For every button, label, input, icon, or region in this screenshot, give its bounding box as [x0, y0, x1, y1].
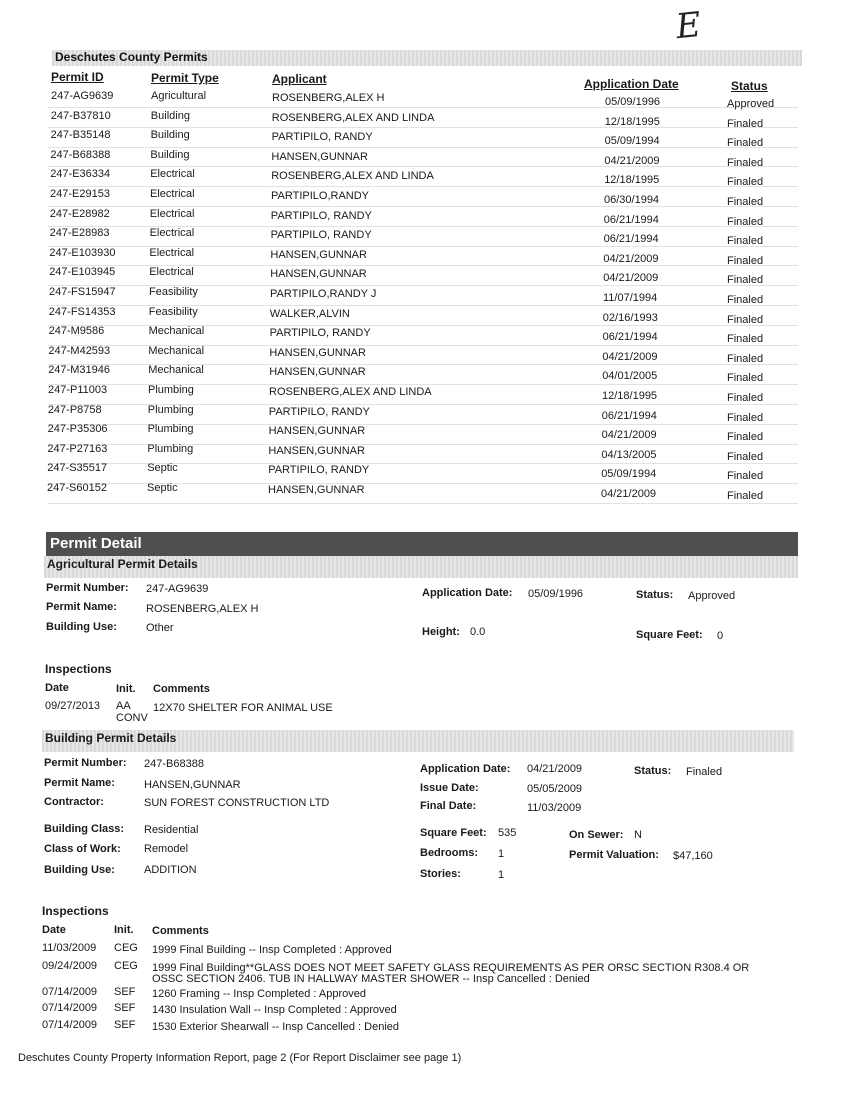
application-date-cell: 04/01/2005 — [602, 370, 658, 383]
table-row — [48, 344, 798, 365]
bld-permit-number-label: Permit Number: — [44, 757, 127, 769]
permit-id-cell: 247-M9586 — [48, 325, 105, 338]
status-cell: Finaled — [727, 411, 764, 424]
ag-permit-name-label: Permit Name: — [46, 601, 117, 613]
table-row — [48, 364, 798, 385]
inspection-init: CEG — [114, 960, 138, 972]
ag-building-use: Other — [146, 622, 174, 634]
page-footer: Deschutes County Property Information Report, page 2 (For Report Disclaimer see page 1) — [18, 1052, 462, 1064]
table-row — [48, 186, 798, 207]
table-row — [48, 305, 798, 326]
bld-building-class: Residential — [144, 824, 199, 836]
bld-contractor-label: Contractor: — [44, 796, 104, 808]
application-date-cell: 04/21/2009 — [601, 488, 657, 500]
ag-insp-comment: 12X70 SHELTER FOR ANIMAL USE — [153, 702, 333, 714]
inspection-date: 07/14/2009 — [42, 1019, 98, 1031]
permit-type-cell: Feasibility — [148, 305, 198, 318]
applicant-cell: PARTIPILO, RANDY — [271, 131, 373, 144]
permit-type-cell: Mechanical — [148, 325, 205, 338]
applicant-cell: HANSEN,GUNNAR — [269, 366, 366, 379]
permit-id-cell: 247-S60152 — [47, 482, 107, 494]
ag-status: Approved — [688, 590, 736, 602]
bld-on-sewer: N — [634, 829, 642, 841]
inspection-comment: 1260 Framing -- Insp Completed : Approved — [152, 988, 367, 1000]
bld-insp-col-date: Date — [42, 924, 66, 936]
inspection-comment: 1999 Final Building -- Insp Completed : Approved — [152, 944, 392, 956]
status-cell: Finaled — [727, 176, 764, 189]
permit-type-cell: Electrical — [149, 207, 195, 220]
status-cell: Finaled — [727, 294, 764, 306]
permit-id-cell: 247-P27163 — [47, 442, 108, 455]
status-cell: Finaled — [727, 352, 764, 365]
permit-id-cell: 247-E28982 — [49, 207, 110, 220]
bld-permit-valuation-label: Permit Valuation: — [569, 849, 659, 861]
permit-id-cell: 247-S35517 — [47, 462, 108, 475]
table-row — [48, 245, 798, 266]
table-row — [48, 226, 798, 247]
ag-application-date: 05/09/1996 — [528, 588, 584, 600]
bld-permit-valuation: $47,160 — [673, 850, 713, 862]
application-date-cell: 12/18/1995 — [604, 174, 660, 187]
permit-type-cell: Building — [150, 148, 190, 161]
applicant-cell: PARTIPILO,RANDY — [271, 190, 370, 202]
permit-type-cell: Building — [150, 129, 190, 142]
permit-type-cell: Feasibility — [149, 286, 198, 298]
inspection-init: SEF — [114, 1002, 136, 1014]
bld-final-date-label: Final Date: — [420, 800, 477, 812]
permit-type-cell: Plumbing — [147, 442, 194, 455]
status-cell: Finaled — [727, 313, 764, 326]
ag-permit-name: ROSENBERG,ALEX H — [146, 603, 259, 615]
status-cell: Finaled — [727, 372, 764, 385]
permit-type-cell: Septic — [147, 462, 178, 475]
application-date-cell: 06/21/1994 — [603, 213, 659, 226]
status-cell: Finaled — [727, 470, 764, 483]
permit-id-cell: 247-E36334 — [50, 168, 111, 181]
column-header-status: Status — [731, 79, 768, 93]
bld-final-date: 11/03/2009 — [527, 802, 582, 814]
table-row — [48, 325, 798, 346]
bld-square-feet: 535 — [498, 827, 517, 839]
bld-status: Finaled — [686, 766, 723, 778]
bld-insp-col-init: Init. — [114, 924, 134, 936]
bld-class-of-work-label: Class of Work: — [44, 843, 121, 855]
ag-insp-col-init: Init. — [116, 683, 136, 695]
status-cell: Finaled — [727, 450, 764, 463]
ag-insp-col-date: Date — [45, 682, 69, 694]
ag-square-feet: 0 — [717, 630, 724, 642]
bld-permit-name: HANSEN,GUNNAR — [144, 779, 241, 791]
inspection-date: 09/24/2009 — [42, 960, 98, 972]
bld-application-date: 04/21/2009 — [527, 763, 583, 775]
table-row — [48, 285, 798, 306]
ag-insp-col-comments: Comments — [153, 683, 210, 695]
application-date-cell: 04/21/2009 — [604, 154, 660, 167]
bld-stories: 1 — [498, 869, 505, 881]
application-date-cell: 04/21/2009 — [602, 350, 658, 363]
ag-height: 0.0 — [470, 626, 486, 638]
applicant-cell: HANSEN,GUNNAR — [268, 444, 365, 457]
application-date-cell: 06/21/1994 — [603, 233, 659, 246]
handwritten-mark: E — [673, 4, 703, 48]
permit-id-cell: 247-B68388 — [50, 148, 111, 161]
table-row — [48, 384, 798, 405]
applicant-cell: ROSENBERG,ALEX AND LINDA — [271, 170, 434, 183]
application-date-cell: 12/18/1995 — [602, 390, 658, 402]
permit-type-cell: Agricultural — [151, 90, 207, 102]
ag-insp-date: 09/27/2013 — [45, 700, 101, 712]
applicant-cell: HANSEN,GUNNAR — [268, 484, 365, 496]
status-cell: Approved — [727, 98, 775, 110]
permit-type-cell: Electrical — [149, 246, 195, 259]
inspection-comment: 1430 Insulation Wall -- Insp Completed : Approved — [152, 1004, 397, 1016]
ag-insp-init: AA CONV — [116, 700, 148, 724]
applicant-cell: ROSENBERG,ALEX H — [272, 92, 385, 104]
table-row — [48, 127, 798, 148]
application-date-cell: 05/09/1994 — [601, 468, 657, 481]
table-row — [48, 424, 798, 445]
bld-contractor: SUN FOREST CONSTRUCTION LTD — [144, 797, 330, 809]
table-row — [48, 443, 798, 464]
inspection-init: CEG — [114, 942, 138, 954]
table-row — [48, 206, 798, 227]
table-row — [48, 166, 798, 187]
bld-square-feet-label: Square Feet: — [420, 827, 487, 839]
ag-inspections-heading: Inspections — [45, 662, 112, 676]
bld-issue-date-label: Issue Date: — [420, 782, 479, 794]
bld-application-date-label: Application Date: — [420, 763, 511, 775]
table-row — [48, 483, 798, 504]
bld-building-use: ADDITION — [144, 864, 197, 876]
permit-id-cell: 247-B37810 — [50, 109, 111, 122]
application-date-cell: 05/09/1994 — [604, 135, 660, 148]
permit-type-cell: Mechanical — [148, 344, 205, 357]
inspection-date: 11/03/2009 — [42, 942, 97, 954]
ag-building-use-label: Building Use: — [46, 621, 117, 633]
permit-id-cell: 247-E29153 — [50, 188, 110, 200]
status-cell: Finaled — [727, 392, 764, 404]
ag-permit-number: 247-AG9639 — [146, 583, 209, 595]
bld-building-use-label: Building Use: — [44, 864, 115, 876]
bld-stories-label: Stories: — [420, 868, 461, 880]
applicant-cell: HANSEN,GUNNAR — [270, 248, 367, 261]
permit-type-cell: Electrical — [149, 227, 195, 240]
inspection-init: SEF — [114, 1019, 136, 1031]
applicant-cell: PARTIPILO, RANDY — [268, 464, 370, 477]
status-cell: Finaled — [727, 156, 764, 169]
status-cell: Finaled — [727, 117, 764, 130]
inspection-date: 07/14/2009 — [42, 986, 98, 998]
status-cell: Finaled — [727, 333, 764, 346]
permit-id-cell: 247-P8758 — [47, 403, 102, 416]
status-cell: Finaled — [727, 215, 764, 228]
bld-building-class-label: Building Class: — [44, 823, 125, 835]
ag-height-label: Height: — [422, 626, 460, 638]
permit-id-cell: 247-M31946 — [48, 364, 110, 377]
column-header-permit-type: Permit Type — [151, 71, 219, 85]
applicant-cell: HANSEN,GUNNAR — [269, 346, 366, 359]
inspection-comment: 1999 Final Building**GLASS DOES NOT MEET SAFETY GLASS REQUIREMENTS AS PER ORSC SECTION R308.4 OR — [152, 962, 750, 974]
application-date-cell: 06/30/1994 — [604, 194, 660, 206]
column-header-applicant: Applicant — [272, 72, 327, 86]
inspection-comment-continued: OSSC SECTION 2406. TUB IN HALLWAY MASTER SHOWER -- Insp Cancelled : Denied — [152, 973, 590, 985]
application-date-cell: 05/09/1996 — [605, 96, 661, 108]
permit-type-cell: Electrical — [149, 266, 194, 279]
ag-permit-number-label: Permit Number: — [46, 582, 129, 594]
ag-square-feet-label: Square Feet: — [636, 629, 703, 641]
building-heading: Building Permit Details — [45, 731, 177, 745]
status-cell: Finaled — [727, 196, 764, 208]
permit-id-cell: 247-E103945 — [49, 266, 116, 279]
applicant-cell: PARTIPILO,RANDY J — [270, 288, 377, 300]
application-date-cell: 11/07/1994 — [603, 292, 658, 304]
permit-type-cell: Septic — [147, 482, 178, 494]
table-row — [48, 87, 798, 108]
applicant-cell: ROSENBERG,ALEX AND LINDA — [271, 111, 435, 124]
applicant-cell: PARTIPILO, RANDY — [268, 405, 370, 418]
application-date-cell: 04/21/2009 — [603, 252, 659, 265]
bld-permit-name-label: Permit Name: — [44, 777, 115, 789]
permit-id-cell: 247-FS15947 — [49, 286, 116, 298]
column-header-application-date: Application Date — [584, 77, 679, 91]
permit-type-cell: Building — [150, 109, 190, 122]
permit-detail-bar — [46, 532, 798, 556]
applicant-cell: HANSEN,GUNNAR — [271, 150, 368, 163]
application-date-cell: 02/16/1993 — [602, 311, 658, 324]
bld-issue-date: 05/05/2009 — [527, 783, 583, 795]
inspection-comment: 1530 Exterior Shearwall -- Insp Cancelled : Denied — [152, 1021, 400, 1033]
permit-type-cell: Plumbing — [147, 403, 194, 416]
permit-id-cell: 247-P35306 — [47, 423, 108, 436]
column-header-permit-id: Permit ID — [51, 70, 104, 84]
table-row — [48, 146, 798, 167]
application-date-cell: 04/21/2009 — [601, 429, 657, 442]
applicant-cell: PARTIPILO, RANDY — [269, 327, 371, 340]
permit-type-cell: Mechanical — [148, 364, 204, 377]
applicant-cell: HANSEN,GUNNAR — [268, 425, 366, 438]
agricultural-heading: Agricultural Permit Details — [47, 557, 198, 571]
inspection-init: SEF — [114, 986, 136, 998]
permit-id-cell: 247-FS14353 — [48, 305, 116, 318]
table-row — [48, 404, 798, 425]
bld-bedrooms-label: Bedrooms: — [420, 847, 479, 859]
permit-type-cell: Plumbing — [147, 423, 194, 436]
bld-status-label: Status: — [634, 765, 672, 777]
bld-on-sewer-label: On Sewer: — [569, 829, 624, 841]
applicant-cell: PARTIPILO, RANDY — [270, 229, 372, 242]
applicant-cell: HANSEN,GUNNAR — [270, 268, 367, 281]
application-date-cell: 06/21/1994 — [601, 409, 657, 422]
ag-application-date-label: Application Date: — [422, 587, 513, 599]
table-row — [48, 107, 798, 128]
status-cell: Finaled — [727, 254, 764, 267]
status-cell: Finaled — [727, 490, 764, 502]
application-date-cell: 04/13/2005 — [601, 448, 657, 461]
applicant-cell: WALKER,ALVIN — [269, 307, 350, 320]
table-row — [48, 265, 798, 286]
permit-type-cell: Electrical — [150, 168, 195, 181]
permit-detail-title: Permit Detail — [50, 535, 142, 552]
permit-type-cell: Plumbing — [148, 384, 194, 396]
applicant-cell: ROSENBERG,ALEX AND LINDA — [269, 386, 432, 398]
bld-inspections-heading: Inspections — [42, 904, 109, 918]
applicant-cell: PARTIPILO, RANDY — [270, 209, 372, 222]
status-cell: Finaled — [727, 137, 764, 150]
bld-permit-number: 247-B68388 — [144, 758, 204, 770]
bld-insp-col-comments: Comments — [152, 925, 209, 937]
bld-bedrooms: 1 — [498, 848, 505, 860]
permits-title: Deschutes County Permits — [55, 50, 208, 64]
status-cell: Finaled — [727, 274, 764, 287]
permit-id-cell: 247-M42593 — [48, 344, 111, 357]
ag-status-label: Status: — [636, 589, 674, 601]
status-cell: Finaled — [727, 235, 764, 248]
permit-id-cell: 247-E28983 — [49, 227, 110, 240]
application-date-cell: 12/18/1995 — [604, 115, 660, 128]
application-date-cell: 04/21/2009 — [603, 272, 659, 285]
permit-id-cell: 247-AG9639 — [51, 90, 114, 102]
permit-id-cell: 247-E103930 — [49, 246, 116, 259]
bld-class-of-work: Remodel — [144, 843, 189, 855]
permit-id-cell: 247-P11003 — [48, 384, 108, 396]
inspection-date: 07/14/2009 — [42, 1002, 98, 1014]
permit-type-cell: Electrical — [150, 188, 195, 200]
status-cell: Finaled — [727, 431, 764, 444]
application-date-cell: 06/21/1994 — [602, 331, 658, 344]
permit-id-cell: 247-B35148 — [50, 129, 111, 142]
